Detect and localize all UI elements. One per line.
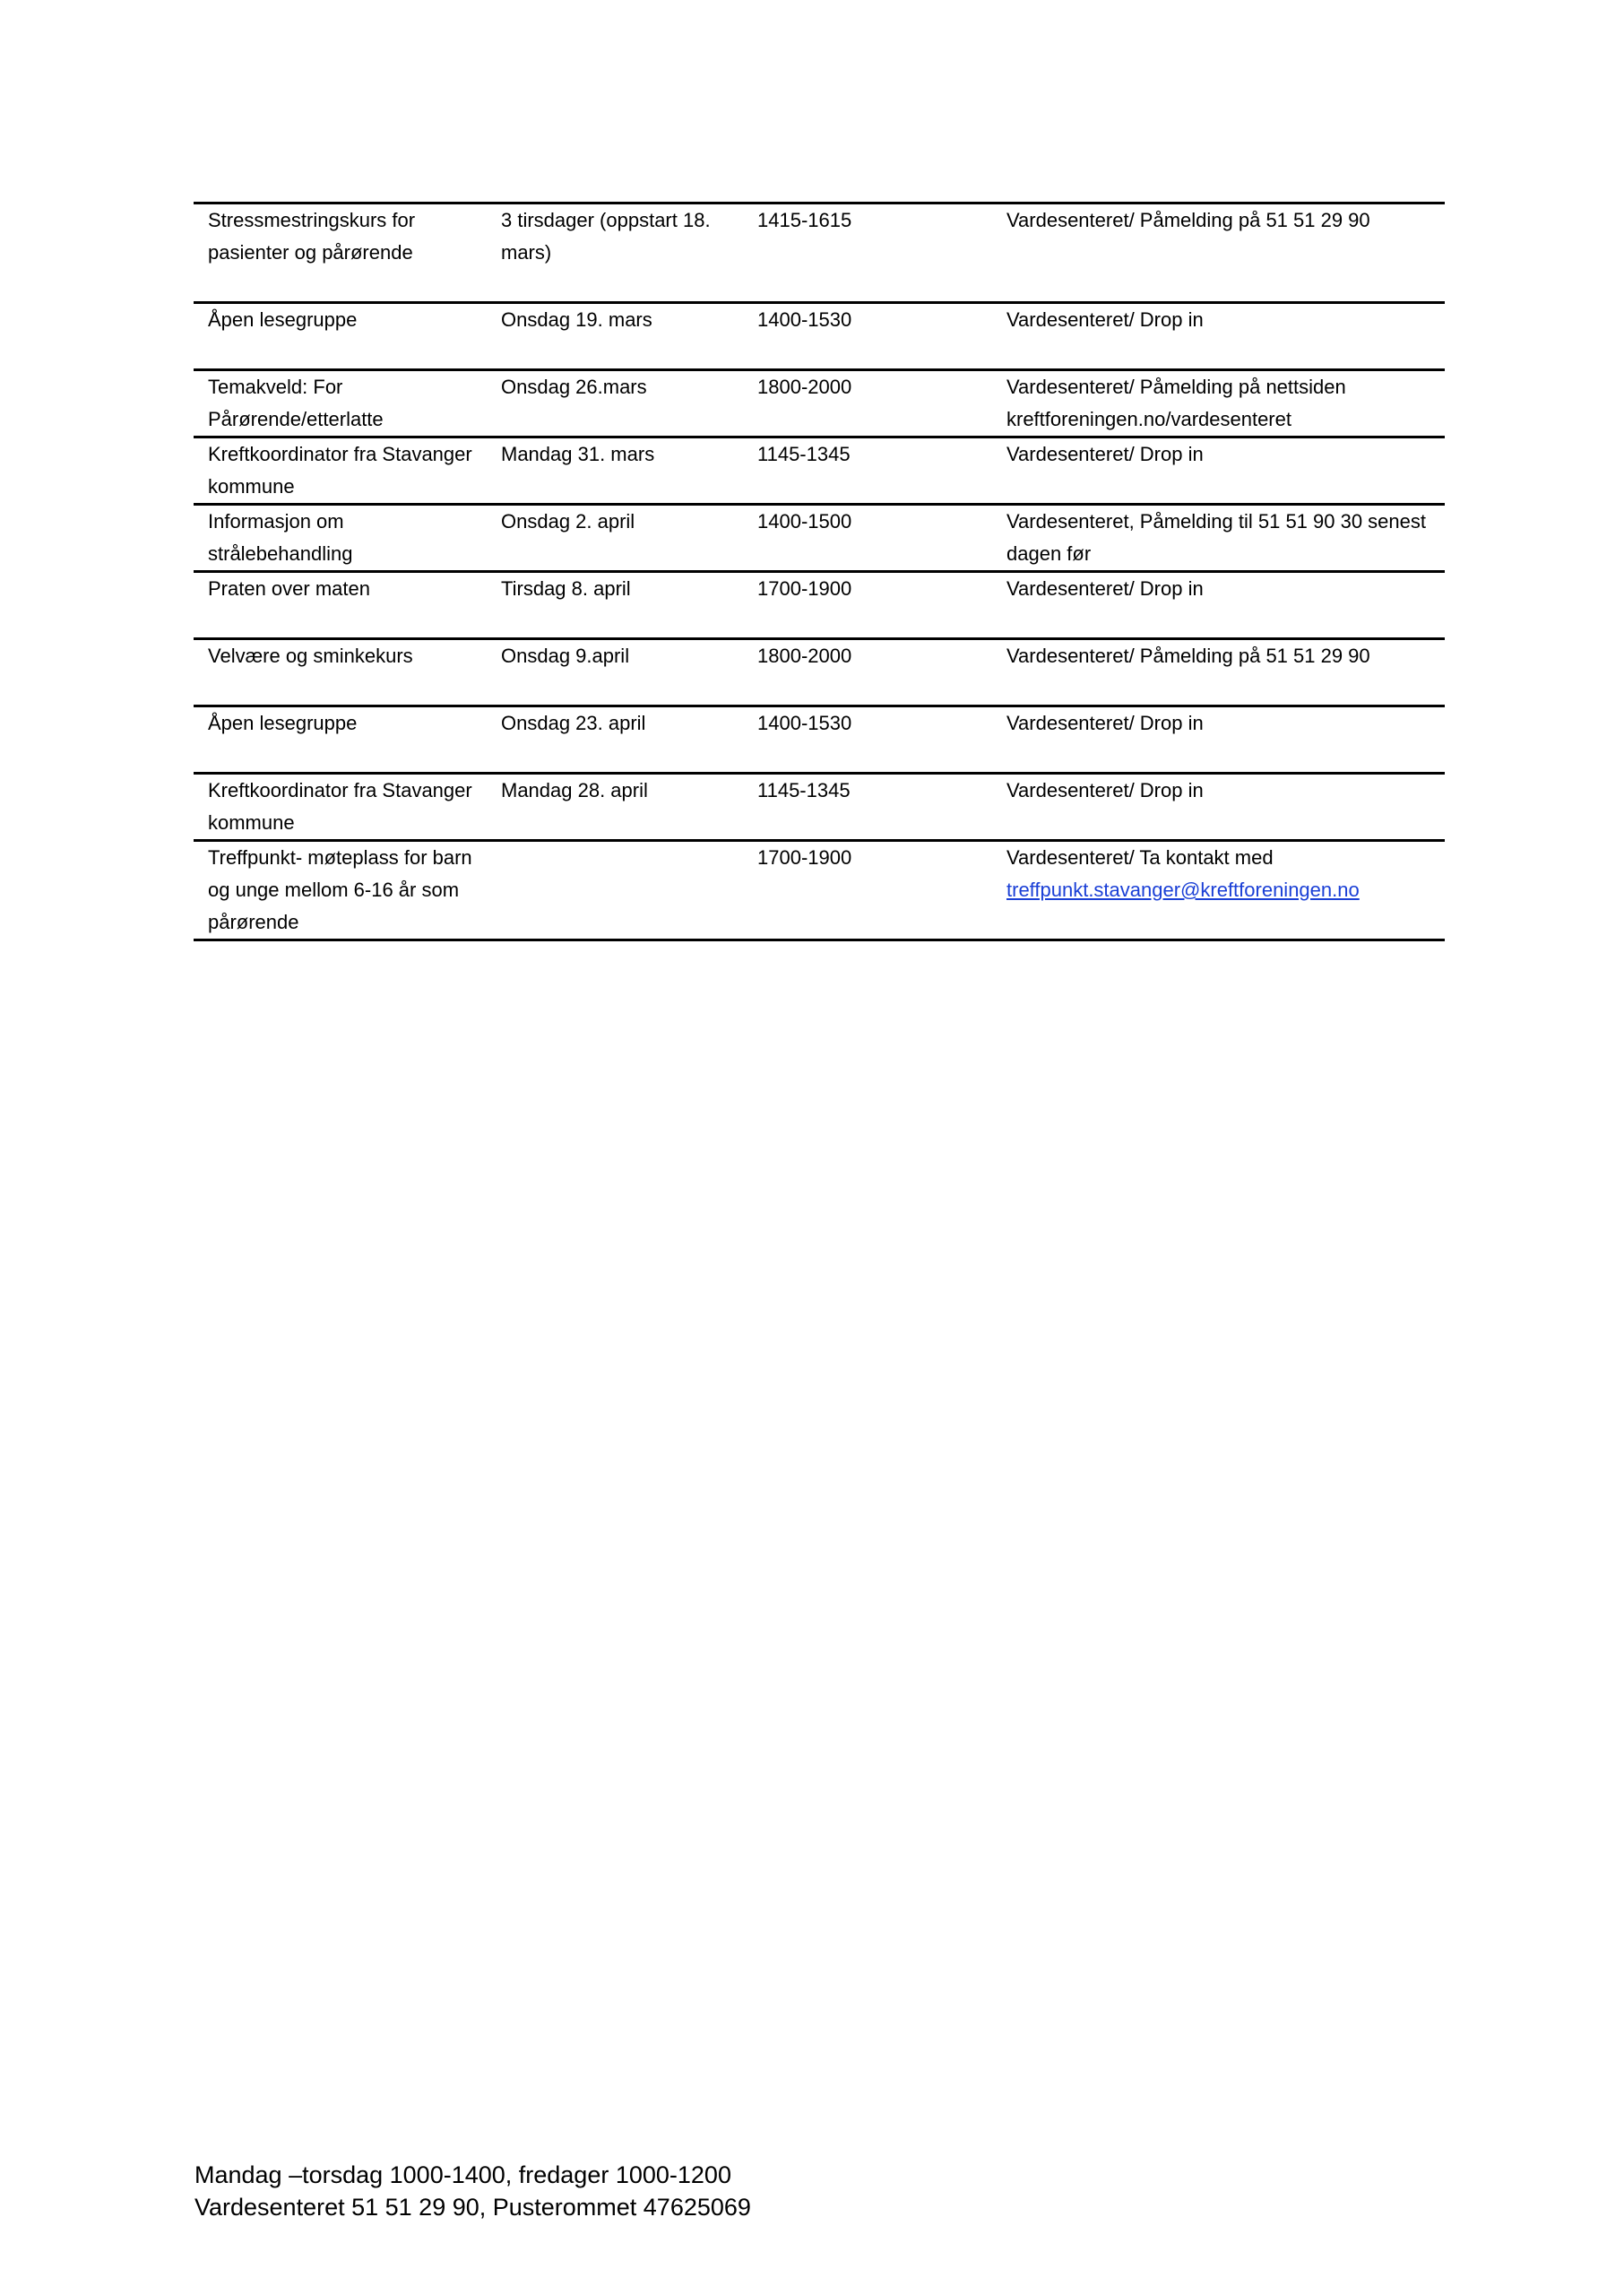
place-text: Vardesenteret/ Ta kontakt med [1006, 846, 1274, 869]
activity-schedule-table [194, 202, 1445, 941]
date-cell: Onsdag 9.april [501, 645, 630, 667]
activity-cell: Åpen lesegruppe [208, 712, 358, 734]
date-cell: Tirsdag 8. april [501, 577, 631, 600]
table-row [194, 841, 1445, 940]
table-row [194, 204, 1445, 303]
activity-cell: Stressmestringskurs for pasienter og pårørende [208, 209, 416, 264]
date-cell: Onsdag 26.mars [501, 376, 647, 398]
place-cell: Vardesenteret/ Påmelding på 51 51 29 90 [1006, 645, 1370, 667]
table-row [194, 303, 1445, 370]
date-cell [487, 841, 743, 940]
opening-hours-footer [194, 2159, 751, 2223]
time-cell: 1145-1345 [757, 443, 851, 465]
place-cell [992, 841, 1445, 940]
activity-cell: Velvære og sminkekurs [208, 645, 413, 667]
email-link[interactable]: treffpunkt.stavanger@kreftforeningen.no [1006, 879, 1360, 901]
time-cell: 1800-2000 [757, 376, 852, 398]
table-row [194, 437, 1445, 505]
time-cell: 1800-2000 [757, 645, 852, 667]
place-cell: Vardesenteret/ Drop in [1006, 712, 1204, 734]
time-cell: 1700-1900 [757, 577, 852, 600]
date-cell: Onsdag 19. mars [501, 308, 652, 331]
time-cell: 1145-1345 [757, 779, 851, 801]
time-cell: 1400-1530 [757, 712, 852, 734]
place-cell: Vardesenteret/ Drop in [1006, 779, 1204, 801]
time-cell: 1415-1615 [757, 209, 852, 231]
time-cell: 1400-1500 [757, 510, 852, 533]
table-row [194, 774, 1445, 841]
activity-cell: Informasjon om strålebehandling [208, 510, 353, 565]
activity-cell: Kreftkoordinator fra Stavanger kommune [208, 779, 472, 834]
table-row [194, 370, 1445, 437]
table-row [194, 639, 1445, 706]
time-cell: 1700-1900 [757, 846, 852, 869]
place-cell: Vardesenteret/ Drop in [1006, 443, 1204, 465]
activity-cell: Åpen lesegruppe [208, 308, 358, 331]
place-cell: Vardesenteret/ Påmelding på 51 51 29 90 [1006, 209, 1370, 231]
activity-cell: Treffpunkt- møteplass for barn og unge mellom 6-16 år som pårørende [208, 846, 472, 933]
time-cell: 1400-1530 [757, 308, 852, 331]
table-row [194, 505, 1445, 572]
contact-phone-text: Vardesenteret 51 51 29 90, Pusterommet 47625069 [194, 2194, 751, 2221]
table-row [194, 572, 1445, 639]
place-cell: Vardesenteret/ Påmelding på nettsiden kreftforeningen.no/vardesenteret [1006, 376, 1346, 430]
activity-cell: Praten over maten [208, 577, 370, 600]
date-cell: Mandag 28. april [501, 779, 648, 801]
place-cell: Vardesenteret/ Drop in [1006, 308, 1204, 331]
opening-hours-text: Mandag –torsdag 1000-1400, fredager 1000-1200 [194, 2161, 731, 2188]
date-cell: Mandag 31. mars [501, 443, 655, 465]
date-cell: Onsdag 2. april [501, 510, 635, 533]
date-cell: 3 tirsdager (oppstart 18. mars) [501, 209, 711, 264]
place-cell: Vardesenteret/ Drop in [1006, 577, 1204, 600]
date-cell: Onsdag 23. april [501, 712, 646, 734]
place-cell: Vardesenteret, Påmelding til 51 51 90 30 senest dagen før [1006, 510, 1427, 565]
activity-cell: Temakveld: For Pårørende/etterlatte [208, 376, 384, 430]
activity-cell: Kreftkoordinator fra Stavanger kommune [208, 443, 472, 498]
table-row [194, 706, 1445, 774]
